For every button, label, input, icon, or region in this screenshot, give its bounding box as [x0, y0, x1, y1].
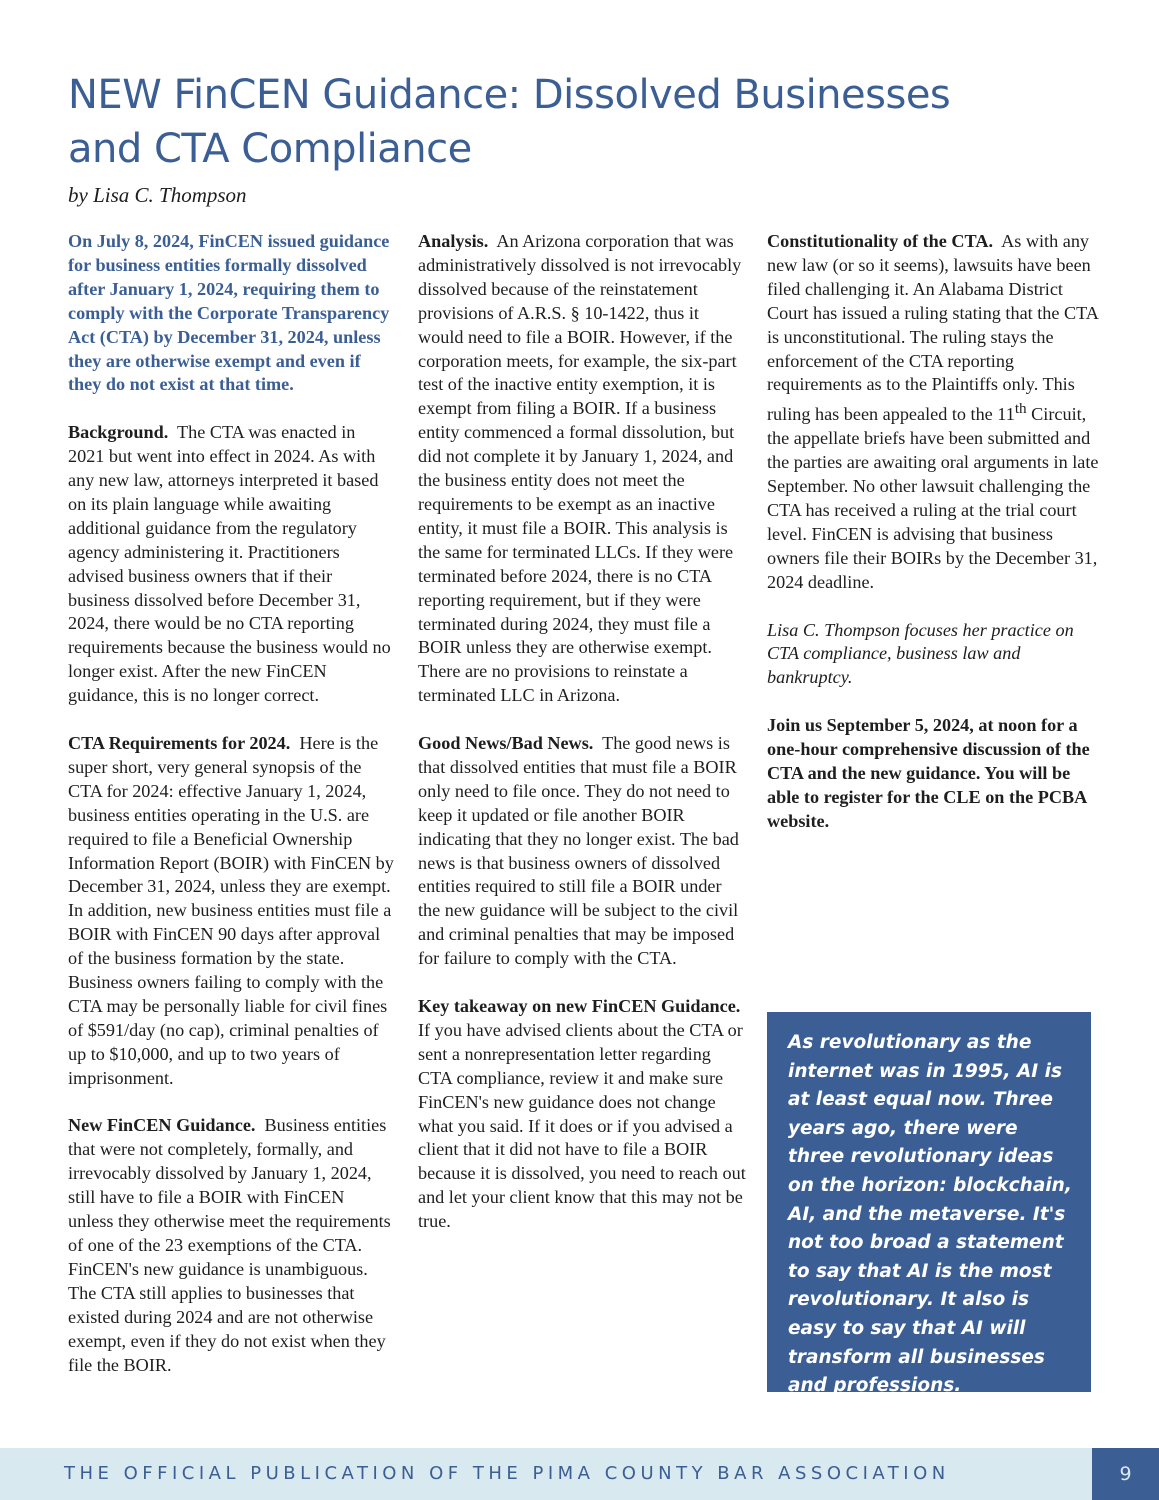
section-text-continued: Circuit, the appellate briefs have been submitted and the parties are awaiting oral arguments in late September. No other lawsuit challenging the CTA has received a ruling at the trial court level. FinCEN is advising that business owners file their BOIRs by the December 31, 2024 deadline. — [767, 404, 1099, 592]
section-text: Business entities that were not completely, formally, and irrevocably dissolved by January 1, 2024, still have to file a BOIR with FinCEN unless they otherwise meet the requirements of one of the 23 exemptions of the CTA. FinCEN's new guidance is unambiguous. The CTA still applies to businesses that existed during 2024 and are not otherwise exempt, even if they do not exist when they file the BOIR. — [68, 1115, 391, 1375]
section-cta-requirements — [68, 732, 394, 1091]
pull-quote-box — [767, 1012, 1091, 1397]
author-bio: Lisa C. Thompson focuses her practice on CTA compliance, business law and bankruptcy. — [767, 619, 1074, 688]
byline: by Lisa C. Thompson — [68, 183, 247, 207]
section-text: Here is the super short, very general synopsis of the CTA for 2024: effective January 1, 2024, business entities operating in the U.S. are required to file a Beneficial Ownership Information Report (BOIR) with FinCEN by December 31, 2024, unless they are exempt. In addition, new business entities must file a BOIR with FinCEN 90 days after approval of the business formation by the state. Business owners failing to comply with the CTA may be personally liable for civil fines of $591/day (no cap), criminal penalties of up to $10,000, and up to two years of imprisonment. — [68, 733, 394, 1088]
footer-band — [0, 1448, 1159, 1500]
section-new-guidance — [68, 1114, 394, 1377]
section-heading: Background. — [68, 422, 169, 443]
page-number: 9 — [1092, 1448, 1159, 1500]
lede-paragraph: On July 8, 2024, FinCEN issued guidance for business entities formally dissolved after January 1, 2024, requiring them to comply with the Corporate Transparency Act (CTA) by December 31, 2024, unless they are otherwise exempt and even if they do not exist at that time. — [68, 231, 390, 395]
section-text: An Arizona corporation that was administratively dissolved is not irrevocably dissolved because of the reinstatement provisions of A.R.S. § 10-1422, thus it would need to file a BOIR. However, if the corporation meets, for example, the six-part test of the inactive entity exemption, it is exempt from filing a BOIR. If a business entity commenced a formal dissolution, but did not complete it by January 1, 2024, and the business entity does not meet the requirements to be exempt as an inactive entity, it must file a BOIR. This analysis is the same for terminated LLCs. If they were terminated before 2024, there is no CTA reporting requirement, but if they were terminated during 2024, they must file a BOIR unless they are otherwise exempt. There are no provisions to reinstate a terminated LLC in Arizona. — [418, 231, 742, 706]
cle-announcement: Join us September 5, 2024, at noon for a one-hour comprehensive discussion of the CTA and the new guidance. You will be able to register for the CLE on the PCBA website. — [767, 715, 1090, 831]
section-text: The good news is that dissolved entities that must file a BOIR only need to file once. They do not need to keep it updated or file another BOIR indicating that they no longer exist. The bad news is that business owners of dissolved entities required to still file a BOIR under the new guidance will be subject to the civil and criminal penalties that may be imposed for failure to comply with the CTA. — [418, 733, 739, 969]
column-3 — [767, 230, 1099, 858]
section-text: If you have advised clients about the CTA or sent a nonrepresentation letter regarding CTA compliance, review it and make sure FinCEN's new guidance does not change what you said. If it does or if you advised a client that it did not have to file a BOIR because it is dissolved, you need to reach out and let your client know that this may not be true. — [418, 1019, 746, 1232]
section-text: The CTA was enacted in 2021 but went into effect in 2024. As with any new law, attorneys interpreted it based on its plain language while awaiting additional guidance from the regulatory agency administering it. Practitioners advised business owners that if their business dissolved before December 31, 2024, there would be no CTA reporting requirements because the business would no longer exist. After the new FinCEN guidance, this is no longer correct. — [68, 422, 391, 706]
publication-name: THE OFFICIAL PUBLICATION OF THE PIMA COUNTY BAR ASSOCIATION — [64, 1463, 950, 1484]
section-background — [68, 421, 394, 708]
pull-quote-text: As revolutionary as the internet was in 1995, AI is at least equal now. Three years ago, there were three revolutionary ideas on the horizon: blockchain, AI, and the metaverse. It's not too broad a statement to say that AI is the most revolutionary. It also is easy to say that AI will transform all businesses and professions. — [788, 1032, 1072, 1397]
section-key-takeaway — [418, 995, 748, 1234]
section-heading: Analysis. — [418, 231, 489, 251]
column-2 — [418, 230, 748, 1258]
section-heading: Constitutionality of the CTA. — [767, 231, 994, 251]
article-title — [68, 68, 1108, 176]
title-line-2: and CTA Compliance — [68, 126, 472, 172]
section-good-bad-news — [418, 732, 748, 971]
column-1 — [68, 230, 394, 1401]
section-heading: New FinCEN Guidance. — [68, 1115, 256, 1136]
section-constitutionality — [767, 230, 1099, 595]
section-heading: Key takeaway on new FinCEN Guidance. — [418, 995, 741, 1016]
section-text: As with any new law (or so it seems), lawsuits have been filed challenging it. An Alabama District Court has issued a ruling stating that the CTA is unconstitutional. The ruling stays the enforcement of the CTA reporting requirements as to the Plaintiffs only. This ruling has been appealed to the 11 — [767, 231, 1098, 425]
section-heading: Good News/Bad News. — [418, 733, 594, 754]
title-line-1: NEW FinCEN Guidance: Dissolved Businesses — [68, 72, 951, 118]
ordinal-superscript: th — [1014, 400, 1027, 418]
section-analysis — [418, 230, 748, 708]
section-heading: CTA Requirements for 2024. — [68, 733, 291, 753]
